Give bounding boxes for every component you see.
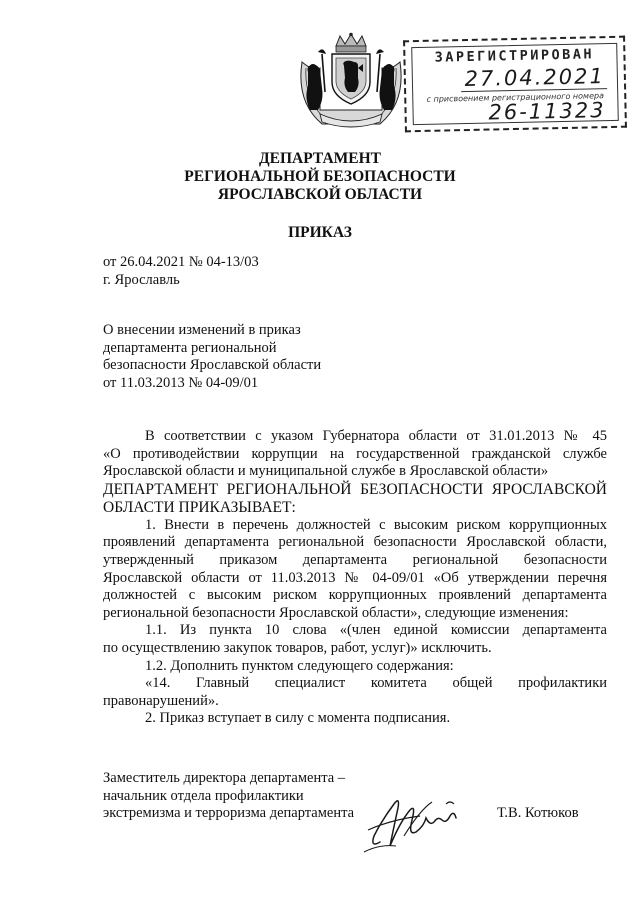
- order-subject: [103, 322, 321, 392]
- paragraph-orders: [103, 481, 607, 517]
- registration-stamp: [403, 36, 627, 133]
- coat-of-arms-icon: [292, 32, 410, 132]
- body-line: В соответствии с указом Губернатора области от 31.01.2013 № 45: [145, 428, 607, 444]
- body-line: Ярославской области от 11.03.2013 № 04-09/01 «Об утверждении перечня: [103, 569, 607, 586]
- signatory-line: начальник отдела профилактики: [103, 787, 304, 804]
- dept-line-2: РЕГИОНАЛЬНОЙ БЕЗОПАСНОСТИ: [184, 168, 456, 185]
- department-name: [0, 150, 640, 204]
- stamp-caption: с присвоением регистрационного номера: [426, 91, 605, 104]
- document-type: ПРИКАЗ: [288, 224, 352, 241]
- body-line: ДЕПАРТАМЕНТ РЕГИОНАЛЬНОЙ БЕЗОПАСНОСТИ ЯРОСЛАВСКОЙ: [103, 480, 607, 498]
- paragraph-preamble: [103, 428, 607, 481]
- subject-line: безопасности Ярославской области: [103, 357, 322, 373]
- body-line: ОБЛАСТИ ПРИКАЗЫВАЕТ:: [103, 498, 296, 516]
- stamp-date: 27.04.2021: [464, 64, 606, 92]
- handwritten-signature-icon: [360, 780, 480, 860]
- body-line: 1.1. Из пункта 10 слова «(член единой комиссии департамента: [145, 622, 607, 639]
- paragraph-item-1: [103, 517, 607, 623]
- stamp-title: ЗАРЕГИСТРИРОВАН: [434, 46, 595, 66]
- signatory-name: Т.В. Котюков: [497, 805, 579, 821]
- order-body: [103, 428, 607, 728]
- body-line: должностей с высоким риском коррупционных проявлений департамента: [103, 587, 607, 604]
- dept-line-1: ДЕПАРТАМЕНТ: [258, 150, 382, 167]
- subject-line: от 11.03.2013 № 04-09/01: [103, 374, 259, 391]
- body-line: 1.2. Дополнить пунктом следующего содержания:: [145, 657, 454, 674]
- body-line: «14. Главный специалист комитета общей профилактики: [145, 675, 607, 692]
- paragraph-item-1-2: [103, 658, 607, 676]
- body-line: утвержденный приказом департамента региональной безопасности: [103, 551, 607, 568]
- order-date-number: от 26.04.2021 № 04-13/03: [103, 254, 259, 270]
- dept-line-3: ЯРОСЛАВСКОЙ ОБЛАСТИ: [217, 186, 423, 203]
- signatory-line: экстремизма и терроризма департамента: [103, 805, 355, 821]
- body-line: «О противодействии коррупции на государственной гражданской службе: [103, 445, 607, 462]
- body-line: по осуществлению закупок товаров, работ, услуг)» исключить.: [103, 639, 492, 656]
- subject-line: департамента региональной: [103, 339, 277, 356]
- signatory-position: [103, 770, 354, 823]
- signatory-line: Заместитель директора департамента –: [103, 770, 346, 786]
- paragraph-item-2: [103, 710, 607, 728]
- body-line: проявлений департамента региональной безопасности Ярославской области,: [103, 534, 607, 551]
- order-city: г. Ярославль: [103, 272, 180, 288]
- paragraph-item-14: [103, 675, 607, 710]
- stamp-reg-number: 26-11323: [488, 98, 606, 125]
- paragraph-item-1-1: [103, 622, 607, 657]
- body-line: правонарушений».: [103, 692, 219, 709]
- body-line: 1. Внести в перечень должностей с высоким риском коррупционных: [145, 516, 607, 533]
- body-line: Ярославской области и муниципальной службе в Ярославской области»: [103, 463, 549, 480]
- body-line: региональной безопасности Ярославской области», следующие изменения:: [103, 604, 569, 621]
- subject-line: О внесении изменений в приказ: [103, 322, 301, 338]
- body-line: 2. Приказ вступает в силу с момента подписания.: [145, 710, 451, 727]
